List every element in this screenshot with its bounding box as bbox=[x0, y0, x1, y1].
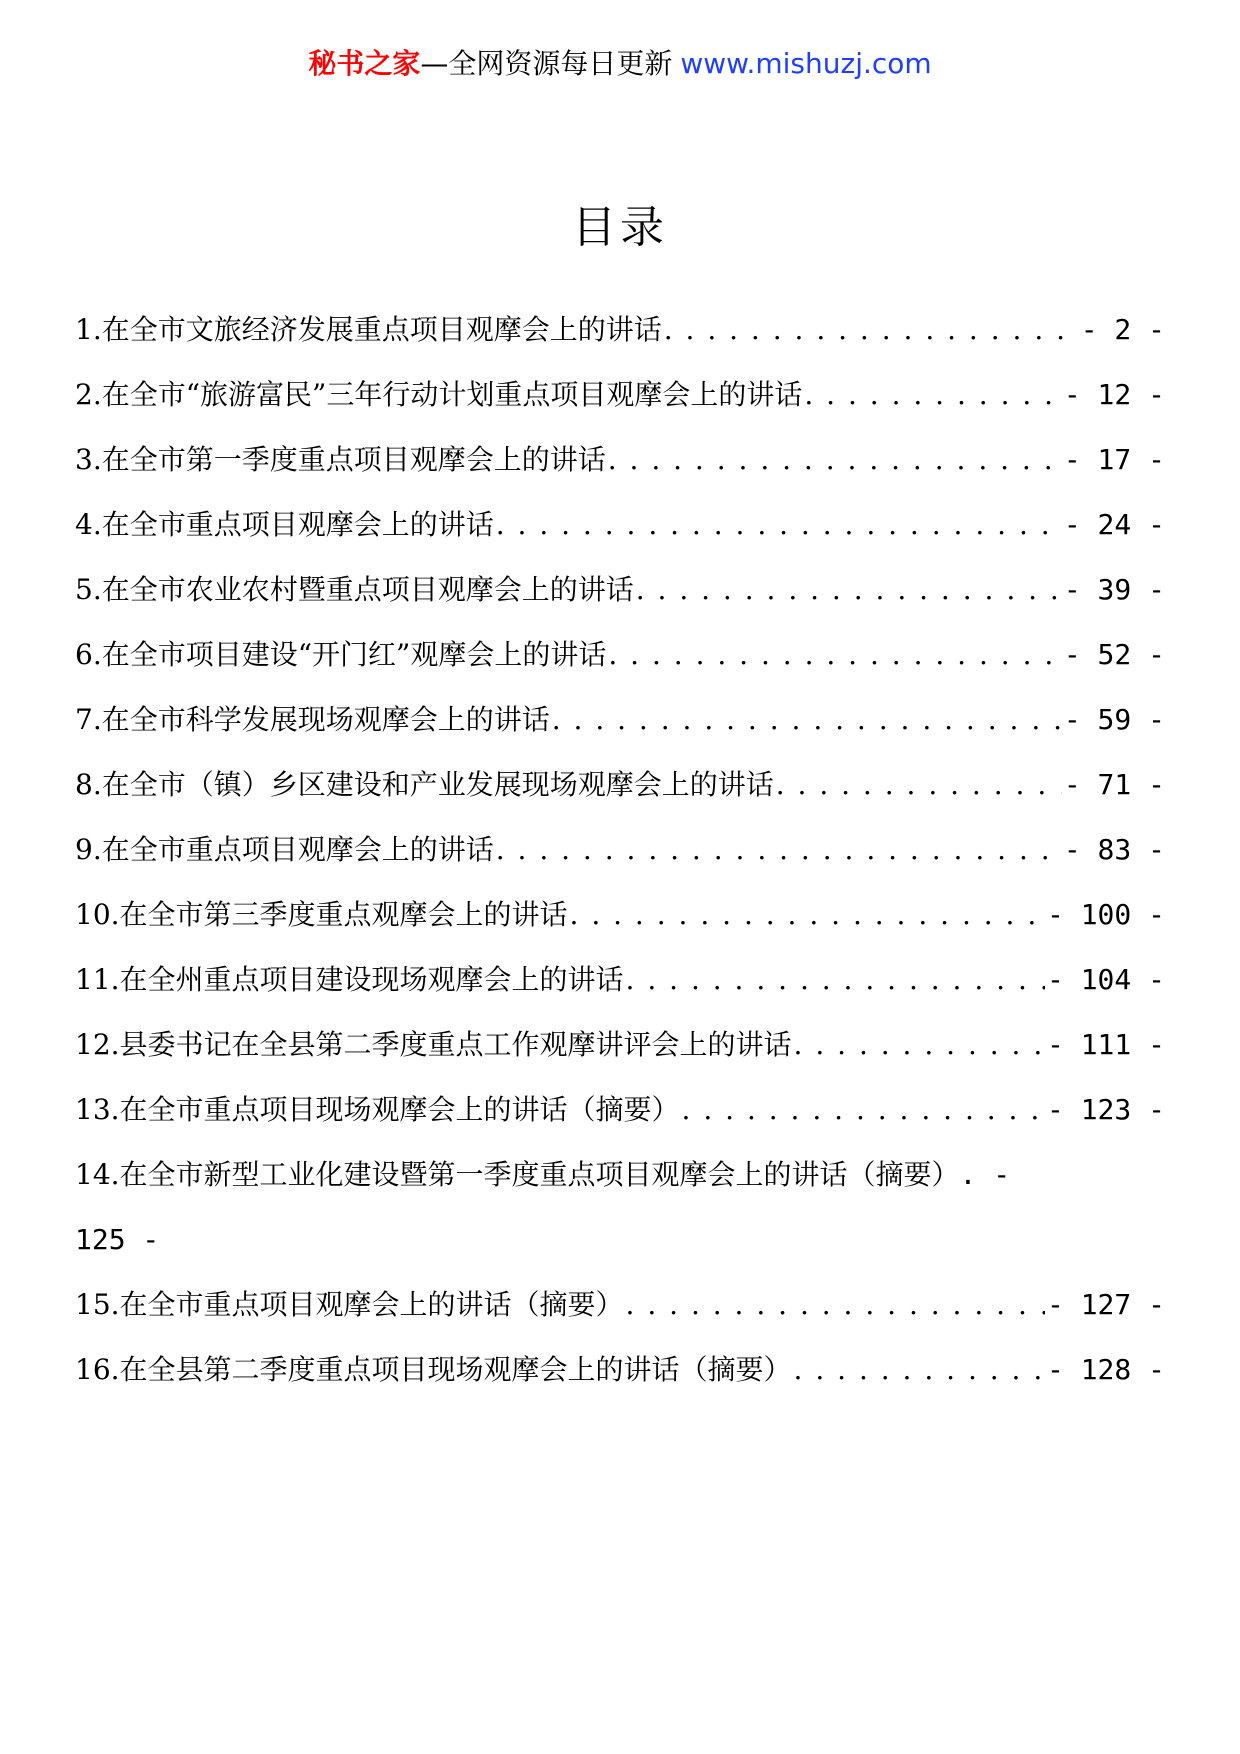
leader-dots bbox=[664, 305, 1079, 355]
toc-entry-page: - 128 - bbox=[1046, 1353, 1165, 1386]
toc-entry[interactable] bbox=[75, 1085, 1165, 1150]
toc-entry-page: - 104 - bbox=[1046, 963, 1165, 996]
toc-entry[interactable] bbox=[75, 1150, 1165, 1280]
leader-dots bbox=[682, 1085, 1045, 1135]
toc-entry-page: - 24 - bbox=[1063, 508, 1165, 541]
table-of-contents bbox=[75, 305, 1165, 1410]
toc-entry-page: - 100 - bbox=[1046, 898, 1165, 931]
toc-entry-page: - 52 - bbox=[1063, 638, 1165, 671]
toc-entry-page: - 71 - bbox=[1063, 768, 1165, 801]
toc-entry-title: 4.在全市重点项目观摩会上的讲话 bbox=[75, 508, 494, 541]
toc-entry-title: 12.县委书记在全县第二季度重点工作观摩讲评会上的讲话 bbox=[75, 1028, 792, 1061]
toc-entry-page: 125 - bbox=[75, 1223, 160, 1256]
toc-entry[interactable] bbox=[75, 1280, 1165, 1345]
toc-entry-title: 2.在全市“旅游富民”三年行动计划重点项目观摩会上的讲话 bbox=[75, 378, 803, 411]
toc-entry[interactable] bbox=[75, 435, 1165, 500]
toc-entry-title: 13.在全市重点项目现场观摩会上的讲话（摘要） bbox=[75, 1093, 680, 1126]
toc-entry-page: - 2 - bbox=[1080, 313, 1165, 346]
toc-entry-title: 11.在全州重点项目建设现场观摩会上的讲话 bbox=[75, 963, 624, 996]
toc-entry-page: - 123 - bbox=[1046, 1093, 1165, 1126]
leader-dots bbox=[608, 435, 1062, 485]
toc-entry-page: - 59 - bbox=[1063, 703, 1165, 736]
leader-dots bbox=[496, 825, 1062, 875]
toc-entry[interactable] bbox=[75, 1020, 1165, 1085]
toc-entry-page: - 17 - bbox=[1063, 443, 1165, 476]
toc-entry-title: 5.在全市农业农村暨重点项目观摩会上的讲话 bbox=[75, 573, 634, 606]
toc-entry-page: - 83 - bbox=[1063, 833, 1165, 866]
toc-entry[interactable] bbox=[75, 565, 1165, 630]
toc-entry[interactable] bbox=[75, 890, 1165, 955]
toc-entry[interactable] bbox=[75, 695, 1165, 760]
toc-entry-title: 1.在全市文旅经济发展重点项目观摩会上的讲话 bbox=[75, 313, 662, 346]
toc-entry-title: 6.在全市项目建设“开门红”观摩会上的讲话 bbox=[75, 638, 607, 671]
toc-entry-title: 9.在全市重点项目观摩会上的讲话 bbox=[75, 833, 494, 866]
leader-dots bbox=[626, 955, 1045, 1005]
toc-entry[interactable] bbox=[75, 955, 1165, 1020]
toc-entry[interactable] bbox=[75, 760, 1165, 825]
toc-entry-page: - 111 - bbox=[1046, 1028, 1165, 1061]
leader-dots bbox=[608, 630, 1061, 680]
toc-entry-title: 14.在全市新型工业化建设暨第一季度重点项目观摩会上的讲话（摘要） bbox=[75, 1158, 960, 1191]
toc-entry-title: 16.在全县第二季度重点项目现场观摩会上的讲话（摘要） bbox=[75, 1353, 792, 1386]
site-url-link[interactable]: www.mishuzj.com bbox=[680, 47, 932, 80]
leader-dots bbox=[636, 565, 1062, 615]
toc-entry[interactable] bbox=[75, 1345, 1165, 1410]
toc-entry-page: - 127 - bbox=[1046, 1288, 1165, 1321]
leader-dots bbox=[626, 1280, 1045, 1330]
toc-entry-page: - 12 - bbox=[1063, 378, 1165, 411]
toc-entry[interactable] bbox=[75, 370, 1165, 435]
site-header bbox=[0, 44, 1240, 84]
toc-entry[interactable] bbox=[75, 825, 1165, 890]
leader-dots bbox=[552, 695, 1062, 745]
toc-entry-page-start: . - bbox=[959, 1158, 1011, 1191]
page-title: 目录 bbox=[572, 202, 668, 253]
leader-dots bbox=[496, 500, 1062, 550]
brand-name: 秘书之家 bbox=[308, 47, 421, 80]
leader-dots bbox=[804, 370, 1061, 420]
toc-entry[interactable] bbox=[75, 305, 1165, 370]
toc-entry[interactable] bbox=[75, 630, 1165, 695]
toc-entry[interactable] bbox=[75, 500, 1165, 565]
leader-dots bbox=[794, 1020, 1045, 1070]
toc-entry-title: 3.在全市第一季度重点项目观摩会上的讲话 bbox=[75, 443, 606, 476]
toc-entry-title: 15.在全市重点项目观摩会上的讲话（摘要） bbox=[75, 1288, 624, 1321]
slogan: —全网资源每日更新 bbox=[420, 47, 673, 80]
toc-entry-page: - 39 - bbox=[1063, 573, 1165, 606]
toc-entry-title: 7.在全市科学发展现场观摩会上的讲话 bbox=[75, 703, 550, 736]
toc-entry-title: 10.在全市第三季度重点观摩会上的讲话 bbox=[75, 898, 568, 931]
leader-dots bbox=[776, 760, 1062, 810]
leader-dots bbox=[570, 890, 1045, 940]
leader-dots bbox=[794, 1345, 1045, 1395]
toc-entry-title: 8.在全市（镇）乡区建设和产业发展现场观摩会上的讲话 bbox=[75, 768, 774, 801]
